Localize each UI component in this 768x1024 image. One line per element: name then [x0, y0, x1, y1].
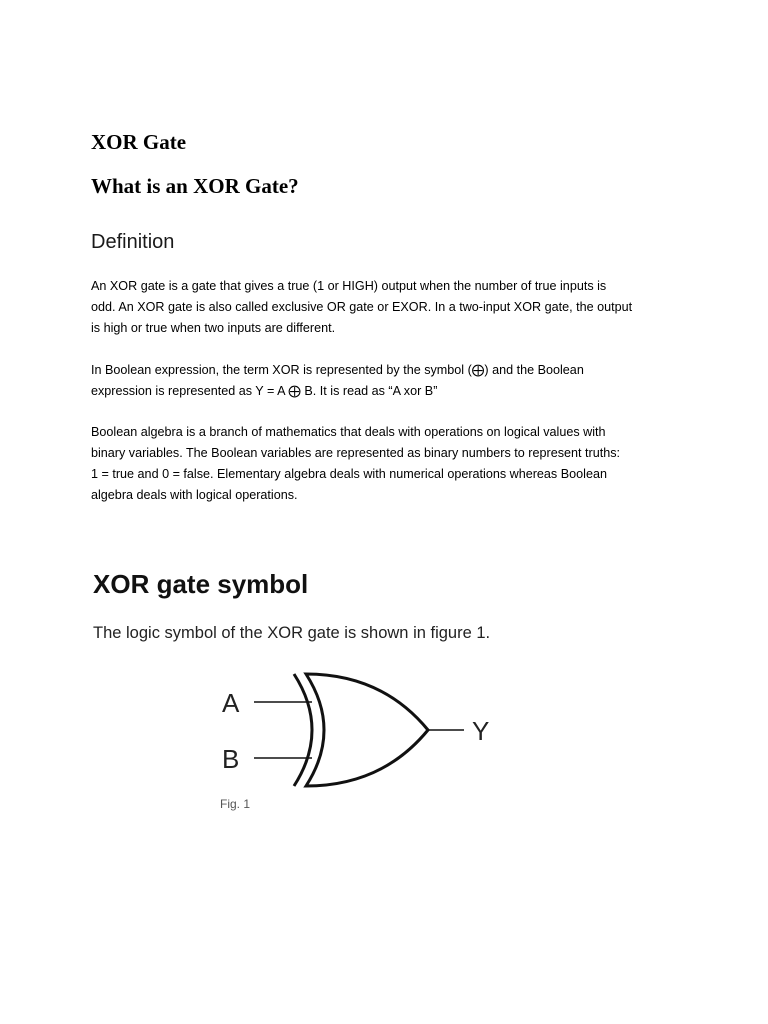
- figure-subheading: The logic symbol of the XOR gate is shown in figure 1.: [93, 624, 491, 642]
- or-gate-body: [306, 674, 428, 786]
- paragraph-boolean-expression: [91, 360, 681, 402]
- page-title: XOR Gate: [91, 130, 187, 154]
- paragraph-boolean-algebra: [91, 422, 681, 506]
- paragraph-line: Boolean algebra is a branch of mathematics that deals with operations on logical values with: [91, 425, 606, 439]
- figure-heading: XOR gate symbol: [93, 569, 309, 599]
- paragraph-line: 1 = true and 0 = false. Elementary algebra deals with numerical operations whereas Boolean: [91, 467, 607, 481]
- paragraph-definition: [91, 276, 681, 339]
- paragraph-line: An XOR gate is a gate that gives a true (1 or HIGH) output when the number of true inputs is: [91, 279, 607, 293]
- input-b-label: B: [222, 744, 240, 774]
- paragraph-line: binary variables. The Boolean variables are represented as binary numbers to represent truths:: [91, 446, 620, 460]
- xor-input-curve: [294, 674, 312, 786]
- output-y-label: Y: [472, 716, 490, 746]
- paragraph-line: expression is represented as Y = A ⨁ B. It is read as “A xor B”: [91, 384, 438, 398]
- xor-gate-diagram: [212, 668, 502, 793]
- definition-heading: Definition: [91, 231, 175, 253]
- paragraph-line: In Boolean expression, the term XOR is represented by the symbol (⨁) and the Boolean: [91, 363, 584, 377]
- section-title: What is an XOR Gate?: [91, 174, 299, 198]
- paragraph-line: odd. An XOR gate is also called exclusive OR gate or EXOR. In a two-input XOR gate, the output: [91, 300, 633, 314]
- paragraph-line: algebra deals with logical operations.: [91, 488, 298, 502]
- input-a-label: A: [222, 688, 240, 718]
- paragraph-line: is high or true when two inputs are different.: [91, 321, 336, 335]
- figure-caption: Fig. 1: [220, 797, 251, 811]
